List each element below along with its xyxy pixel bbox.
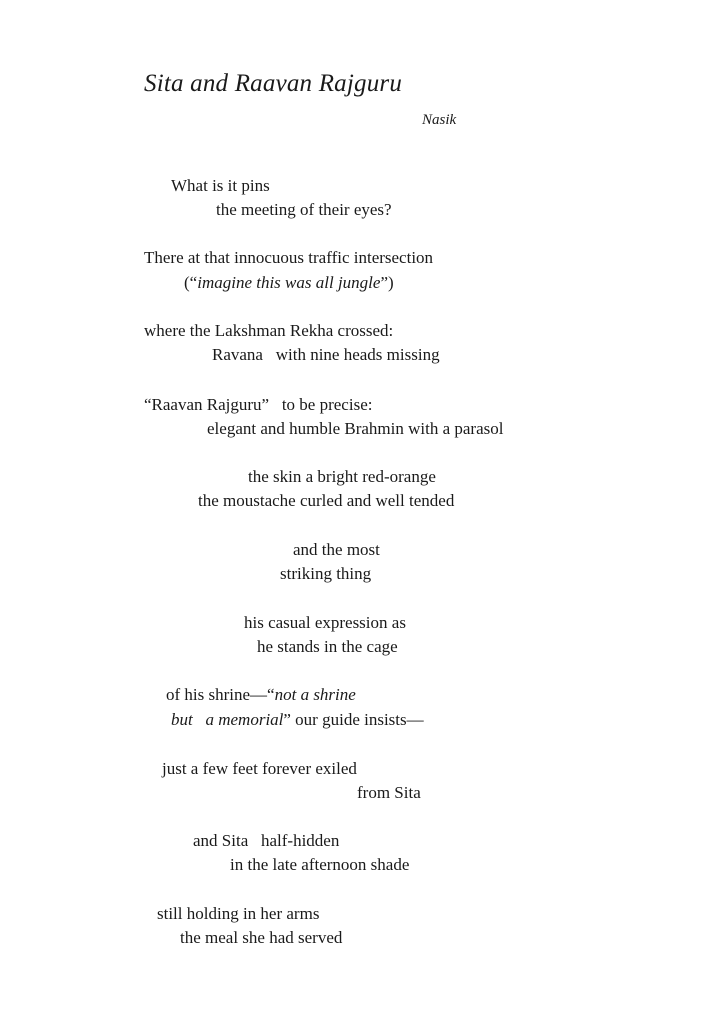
poem-line: and Sita half-hidden	[193, 831, 340, 850]
poem-line-italic: not a shrine	[274, 685, 356, 704]
poem-line: the moustache curled and well tended	[198, 491, 455, 510]
poem-line-italic: imagine this was all jungle	[197, 273, 381, 292]
poem-line: the skin a bright red-orange	[248, 467, 436, 486]
poem-line-plain: of his shrine—“	[166, 685, 275, 704]
poem-line	[171, 710, 424, 730]
poem-line: in the late afternoon shade	[230, 855, 410, 874]
poem-line: Ravana with nine heads missing	[212, 345, 440, 364]
poem-line-open: (“	[184, 273, 198, 292]
poem-line: he stands in the cage	[257, 637, 398, 656]
poem-line: still holding in her arms	[157, 904, 320, 923]
poem-line: from Sita	[357, 783, 421, 802]
poem-line-close: ”)	[380, 273, 394, 292]
poem-line	[184, 273, 394, 293]
poem-line: striking thing	[280, 564, 372, 583]
poem-place: Nasik	[422, 112, 457, 128]
poem-line: and the most	[293, 540, 380, 559]
poem-line-plain: ” our guide insists—	[283, 710, 424, 729]
poem-line: the meeting of their eyes?	[216, 200, 392, 219]
poem-line	[166, 685, 356, 705]
poem-line: There at that innocuous traffic intersection	[144, 248, 434, 267]
poem-line: his casual expression as	[244, 613, 406, 632]
poem-line: just a few feet forever exiled	[162, 759, 357, 778]
poem-line: elegant and humble Brahmin with a parasol	[207, 419, 504, 438]
poem-line-italic: but a memorial	[171, 710, 284, 729]
poem-title: Sita and Raavan Rajguru	[144, 70, 403, 97]
poem-line: where the Lakshman Rekha crossed:	[144, 321, 394, 340]
poem-line: the meal she had served	[180, 928, 343, 947]
poem-line: “Raavan Rajguru” to be precise:	[144, 395, 373, 414]
poem-line: What is it pins	[171, 176, 270, 195]
